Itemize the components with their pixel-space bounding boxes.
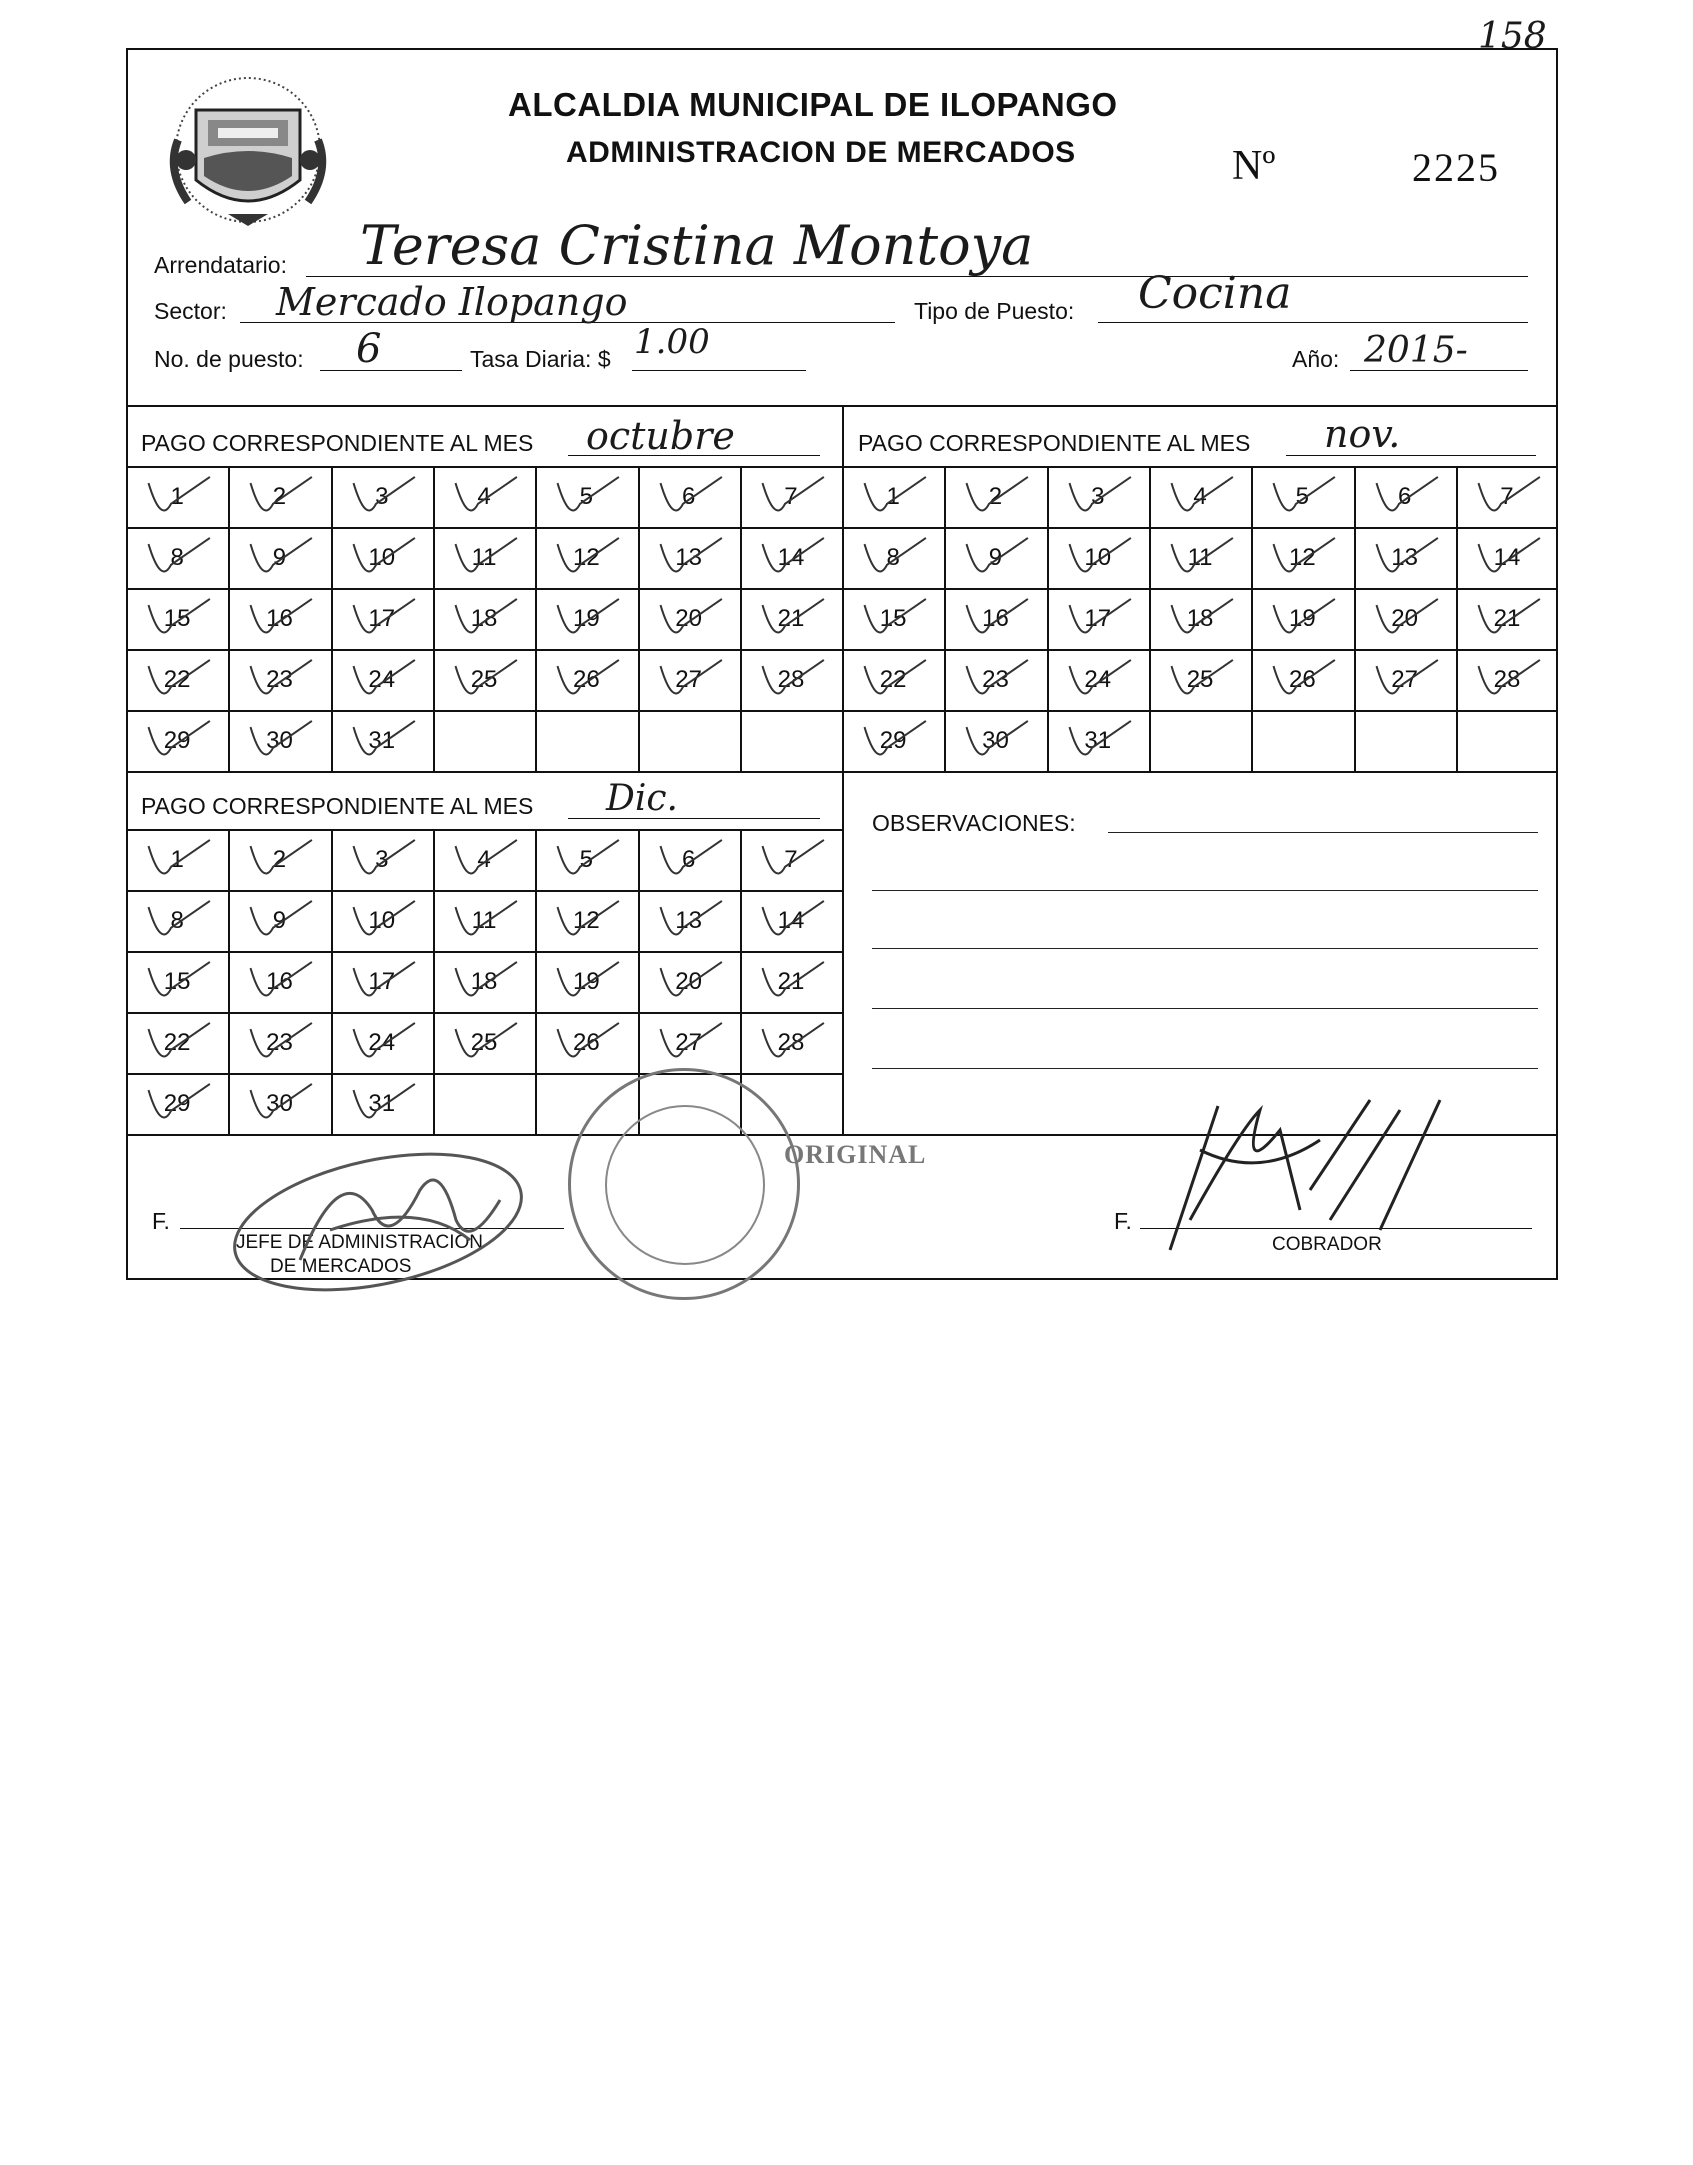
anio-value: 2015- bbox=[1364, 330, 1468, 371]
jefe-title-line1: JEFE DE ADMINISTRACION bbox=[236, 1232, 484, 1253]
december-day-cell: 24 bbox=[368, 1028, 396, 1056]
december-day-cell: 1 bbox=[170, 845, 184, 873]
december-day-cell: 20 bbox=[675, 967, 702, 995]
december-day-cell: 29 bbox=[163, 1089, 191, 1117]
october-day-cell: 14 bbox=[777, 543, 805, 571]
month-label-october: PAGO CORRESPONDIENTE AL MES bbox=[141, 430, 534, 456]
december-day-cell: 23 bbox=[266, 1028, 293, 1056]
december-day-cell: 30 bbox=[266, 1089, 293, 1117]
december-day-cell: 13 bbox=[675, 906, 702, 934]
november-day-cell: 25 bbox=[1186, 665, 1214, 693]
november-day-cell: 23 bbox=[982, 665, 1009, 693]
october-day-cell: 26 bbox=[572, 665, 600, 693]
november-day-cell: 21 bbox=[1493, 604, 1521, 632]
december-day-cell: 12 bbox=[572, 906, 600, 934]
november-day-cell: 3 bbox=[1091, 482, 1105, 510]
december-day-cell: 25 bbox=[470, 1028, 498, 1056]
october-day-cell: 19 bbox=[572, 604, 600, 632]
october-day-cell: 13 bbox=[675, 543, 702, 571]
november-day-cell: 9 bbox=[988, 543, 1003, 571]
november-day-cell: 30 bbox=[982, 726, 1009, 754]
october-day-cell: 16 bbox=[266, 604, 293, 632]
tasa-label: Tasa Diaria: $ bbox=[470, 346, 611, 372]
tasa-value: 1.00 bbox=[634, 322, 710, 362]
october-day-cell: 8 bbox=[170, 543, 184, 571]
sector-value: Mercado Ilopango bbox=[276, 280, 628, 324]
november-day-cell: 16 bbox=[982, 604, 1009, 632]
arrendatario-label: Arrendatario: bbox=[154, 252, 287, 278]
signature-label-left: F. bbox=[152, 1208, 170, 1234]
november-day-cell: 11 bbox=[1187, 543, 1213, 571]
signature-label-right: F. bbox=[1114, 1208, 1132, 1234]
receipt-number: 2225 bbox=[1412, 145, 1500, 190]
october-day-cell: 31 bbox=[368, 726, 396, 754]
page-number: 158 bbox=[1478, 16, 1547, 57]
december-day-cell: 3 bbox=[375, 845, 389, 873]
october-day-cell: 2 bbox=[272, 482, 287, 510]
december-day-cell: 8 bbox=[170, 906, 184, 934]
december-day-cell: 2 bbox=[272, 845, 287, 873]
october-day-cell: 4 bbox=[477, 482, 491, 510]
jefe-title-line2: DE MERCADOS bbox=[270, 1256, 412, 1277]
month-label-november: PAGO CORRESPONDIENTE AL MES bbox=[858, 430, 1251, 456]
october-day-cell: 29 bbox=[163, 726, 191, 754]
december-day-cell: 11 bbox=[471, 906, 497, 934]
original-mark: ORIGINAL bbox=[784, 1140, 927, 1169]
tipo-puesto-value: Cocina bbox=[1138, 268, 1292, 319]
november-day-cell: 8 bbox=[886, 543, 900, 571]
november-day-cell: 29 bbox=[879, 726, 907, 754]
october-day-cell: 21 bbox=[777, 604, 805, 632]
october-day-cell: 24 bbox=[368, 665, 396, 693]
jefe-signature bbox=[222, 1131, 533, 1313]
december-day-cell: 5 bbox=[579, 845, 594, 873]
october-day-cell: 25 bbox=[470, 665, 498, 693]
december-day-cell: 22 bbox=[163, 1028, 191, 1056]
november-day-cell: 12 bbox=[1288, 543, 1316, 571]
october-day-cell: 23 bbox=[266, 665, 293, 693]
cobrador-signature bbox=[1170, 1100, 1440, 1250]
sector-label: Sector: bbox=[154, 298, 227, 324]
november-day-cell: 15 bbox=[879, 604, 907, 632]
november-day-cell: 13 bbox=[1391, 543, 1418, 571]
november-day-cell: 17 bbox=[1084, 604, 1112, 632]
number-label: Nº bbox=[1232, 143, 1276, 189]
municipality-title: ALCALDIA MUNICIPAL DE ILOPANGO bbox=[508, 86, 1118, 123]
october-day-cell: 12 bbox=[572, 543, 600, 571]
department-title: ADMINISTRACION DE MERCADOS bbox=[566, 136, 1076, 169]
october-day-cell: 7 bbox=[784, 482, 798, 510]
arrendatario-value: Teresa Cristina Montoya bbox=[360, 214, 1034, 277]
october-day-cell: 27 bbox=[675, 665, 702, 693]
november-day-cell: 5 bbox=[1295, 482, 1310, 510]
december-day-cell: 7 bbox=[784, 845, 798, 873]
november-day-cell: 18 bbox=[1186, 604, 1214, 632]
october-day-cell: 18 bbox=[470, 604, 498, 632]
december-day-cell: 10 bbox=[368, 906, 396, 934]
october-day-cell: 20 bbox=[675, 604, 702, 632]
anio-label: Año: bbox=[1292, 346, 1340, 372]
month-label-december: PAGO CORRESPONDIENTE AL MES bbox=[141, 793, 534, 819]
october-day-cell: 6 bbox=[681, 482, 696, 510]
december-day-cell: 14 bbox=[777, 906, 805, 934]
december-day-cell: 19 bbox=[572, 967, 600, 995]
december-day-cell: 27 bbox=[675, 1028, 702, 1056]
october-day-cell: 30 bbox=[266, 726, 293, 754]
november-day-cell: 6 bbox=[1397, 482, 1412, 510]
cobrador-title: COBRADOR bbox=[1272, 1234, 1382, 1255]
november-day-cell: 2 bbox=[988, 482, 1003, 510]
october-day-cell: 9 bbox=[272, 543, 287, 571]
december-day-cell: 31 bbox=[368, 1089, 396, 1117]
november-day-cell: 26 bbox=[1288, 665, 1316, 693]
puesto-label: No. de puesto: bbox=[154, 346, 304, 372]
month-value-december: Dic. bbox=[606, 778, 678, 819]
november-day-cell: 24 bbox=[1084, 665, 1112, 693]
november-day-cell: 14 bbox=[1493, 543, 1521, 571]
december-day-cell: 17 bbox=[368, 967, 396, 995]
november-day-cell: 20 bbox=[1391, 604, 1418, 632]
october-day-cell: 5 bbox=[579, 482, 594, 510]
november-day-cell: 28 bbox=[1493, 665, 1521, 693]
month-value-october: octubre bbox=[586, 414, 735, 458]
october-day-cell: 3 bbox=[375, 482, 389, 510]
december-day-cell: 15 bbox=[163, 967, 191, 995]
november-day-cell: 19 bbox=[1288, 604, 1316, 632]
october-day-cell: 1 bbox=[170, 482, 184, 510]
october-day-cell: 28 bbox=[777, 665, 805, 693]
november-day-cell: 1 bbox=[886, 482, 900, 510]
puesto-value: 6 bbox=[356, 326, 382, 372]
tipo-puesto-label: Tipo de Puesto: bbox=[914, 298, 1075, 324]
november-day-cell: 10 bbox=[1084, 543, 1112, 571]
december-day-cell: 26 bbox=[572, 1028, 600, 1056]
november-day-cell: 4 bbox=[1193, 482, 1207, 510]
november-day-cell: 31 bbox=[1084, 726, 1112, 754]
december-day-cell: 28 bbox=[777, 1028, 805, 1056]
december-day-cell: 6 bbox=[681, 845, 696, 873]
october-day-cell: 22 bbox=[163, 665, 191, 693]
november-day-cell: 27 bbox=[1391, 665, 1418, 693]
october-day-cell: 15 bbox=[163, 604, 191, 632]
october-day-cell: 11 bbox=[471, 543, 497, 571]
october-day-cell: 10 bbox=[368, 543, 396, 571]
december-day-cell: 18 bbox=[470, 967, 498, 995]
november-day-cell: 7 bbox=[1500, 482, 1514, 510]
december-day-cell: 4 bbox=[477, 845, 491, 873]
december-day-cell: 21 bbox=[777, 967, 805, 995]
november-day-cell: 22 bbox=[879, 665, 907, 693]
month-value-november: nov. bbox=[1324, 412, 1401, 456]
december-day-cell: 9 bbox=[272, 906, 287, 934]
observaciones-label: OBSERVACIONES: bbox=[872, 810, 1076, 836]
december-day-cell: 16 bbox=[266, 967, 293, 995]
october-day-cell: 17 bbox=[368, 604, 396, 632]
